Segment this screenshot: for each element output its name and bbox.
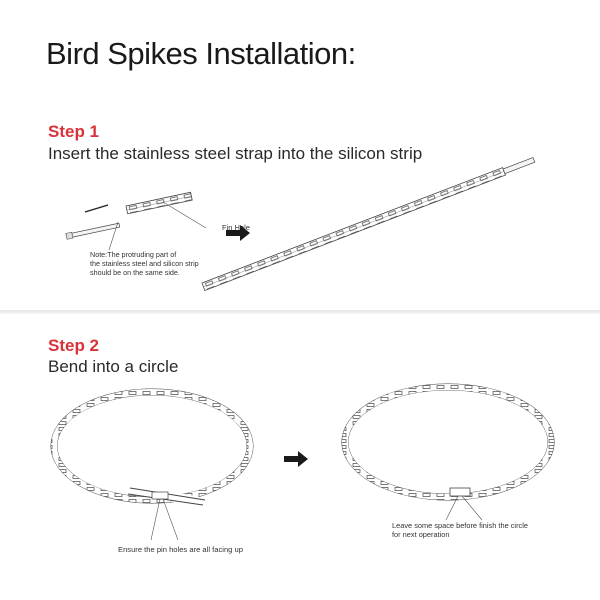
- note-line: should be on the same side.: [90, 268, 180, 277]
- step-2-left-caption: Ensure the pin holes are all facing up: [118, 545, 243, 554]
- bent-ring-left: [51, 389, 253, 540]
- step-1-description: Insert the stainless steel strap into the silicon strip: [48, 144, 423, 163]
- note-line: the stainless steel and silicon strip: [90, 259, 199, 268]
- step-2-description: Bend into a circle: [48, 357, 179, 376]
- step-2-label: Step 2: [48, 336, 100, 355]
- bent-ring-right: [342, 384, 554, 520]
- right-arrow-icon: [226, 225, 250, 241]
- short-silicon-strip: [126, 192, 192, 214]
- caption-line: Leave some space before finish the circle: [392, 521, 528, 530]
- insert-direction-line: [85, 205, 108, 212]
- page-title: Bird Spikes Installation:: [46, 36, 356, 71]
- fin-hole-label: Fin Hole: [222, 223, 250, 232]
- assembled-long-strip: [202, 156, 535, 290]
- note-line: Note:The protruding part of: [90, 250, 177, 259]
- fin-hole-pointer: [163, 202, 206, 228]
- stainless-steel-strap: [66, 222, 120, 239]
- caption-line: for next operation: [392, 530, 450, 539]
- right-arrow-icon: [284, 451, 308, 467]
- step-1-label: Step 1: [48, 122, 100, 141]
